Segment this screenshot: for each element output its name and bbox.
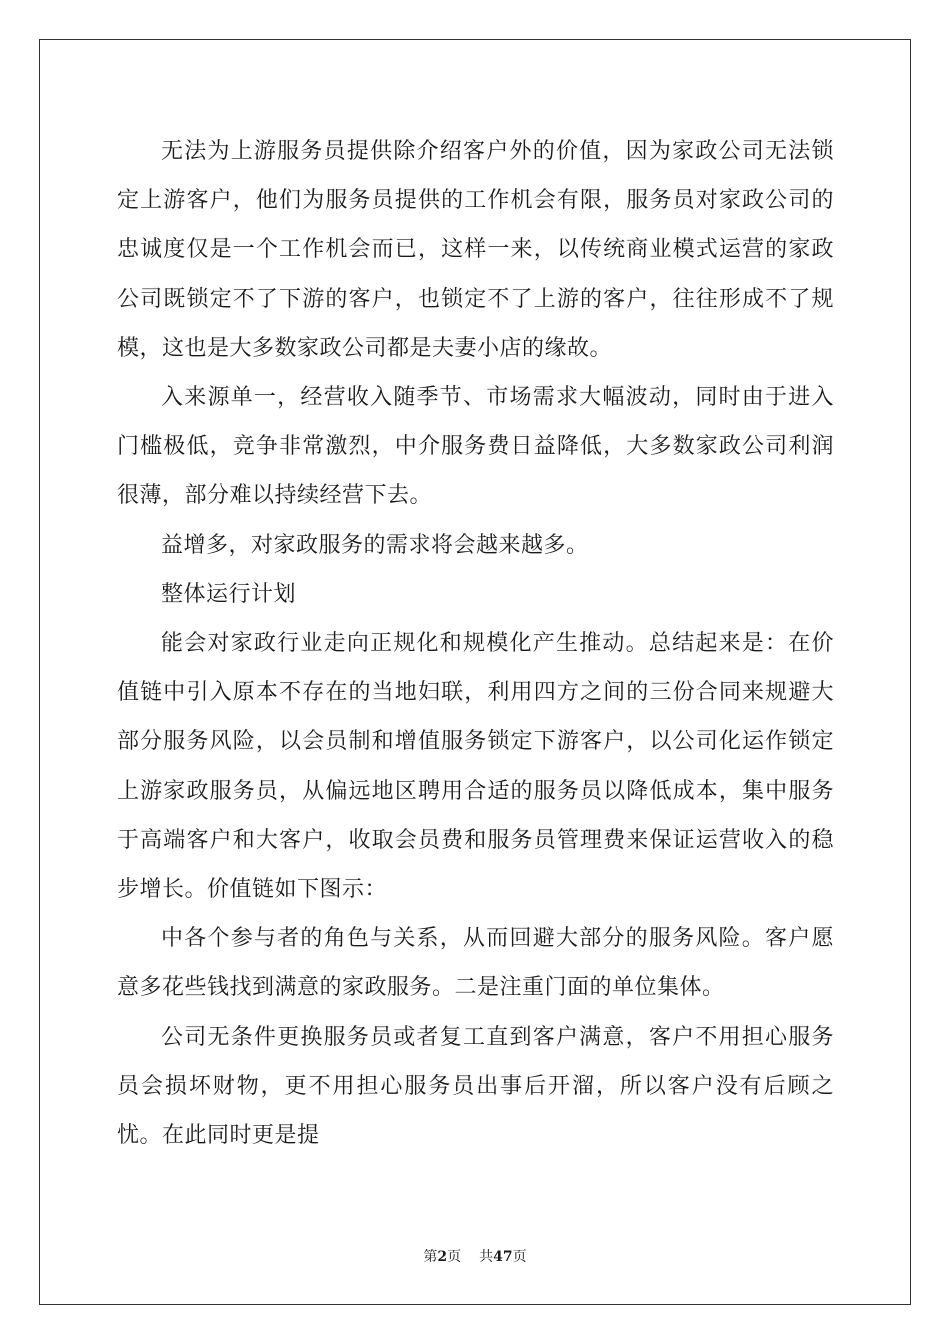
paragraph-4: 能会对家政行业走向正规化和规模化产生推动。总结起来是：在价值链中引入原本不存在的当地妇联，利用四方之间的三份合同来规避大部分服务风险，以会员制和增值服务锁定下游客户，以公司化运作锁定上游家政服务员，从偏远地区聘用合适的服务员以降低成本，集中服务于高端客户和大客户，收取会员费和服务员管理费来保证运营收入的稳步增长。价值链如下图示： xyxy=(117,631,834,903)
paragraph-6: 公司无条件更换服务员或者复工直到客户满意，客户不用担心服务员会损坏财物，更不用担心服务员出事后开溜，所以客户没有后顾之忧。在此同时更是提 xyxy=(117,1024,834,1149)
page-prefix: 第 xyxy=(423,1249,438,1265)
paragraph-3: 益增多，对家政服务的需求将会越来越多。 xyxy=(161,532,589,558)
paragraph-1: 无法为上游服务员提供除介绍客户外的价值，因为家政公司无法锁定上游客户，他们为服务员提供的工作机会有限，服务员对家政公司的忠诚度仅是一个工作机会而已，这样一来，以传统商业模式运营的家政公司既锁定不了下游的客户，也锁定不了上游的客户，往往形成不了规模，这也是大多数家政公司都是夫妻小店的缘故。 xyxy=(117,139,834,361)
page-number: 2 xyxy=(437,1249,448,1265)
paragraph-5: 中各个参与者的角色与关系，从而回避大部分的服务风险。客户愿意多花些钱找到满意的家政服务。二是注重门面的单位集体。 xyxy=(117,926,834,1001)
section-heading: 整体运行计划 xyxy=(161,581,297,607)
document-body xyxy=(117,127,834,1160)
page-suffix: 页 xyxy=(447,1249,462,1265)
total-pages: 47 xyxy=(493,1249,513,1265)
paragraph-2: 入来源单一，经营收入随季节、市场需求大幅波动，同时由于进入门槛极低，竞争非常激烈，中介服务费日益降低，大多数家政公司利润很薄，部分难以持续经营下去。 xyxy=(117,385,834,509)
total-prefix: 共 xyxy=(479,1249,494,1265)
total-suffix: 页 xyxy=(512,1249,527,1265)
page-footer xyxy=(0,1247,950,1267)
